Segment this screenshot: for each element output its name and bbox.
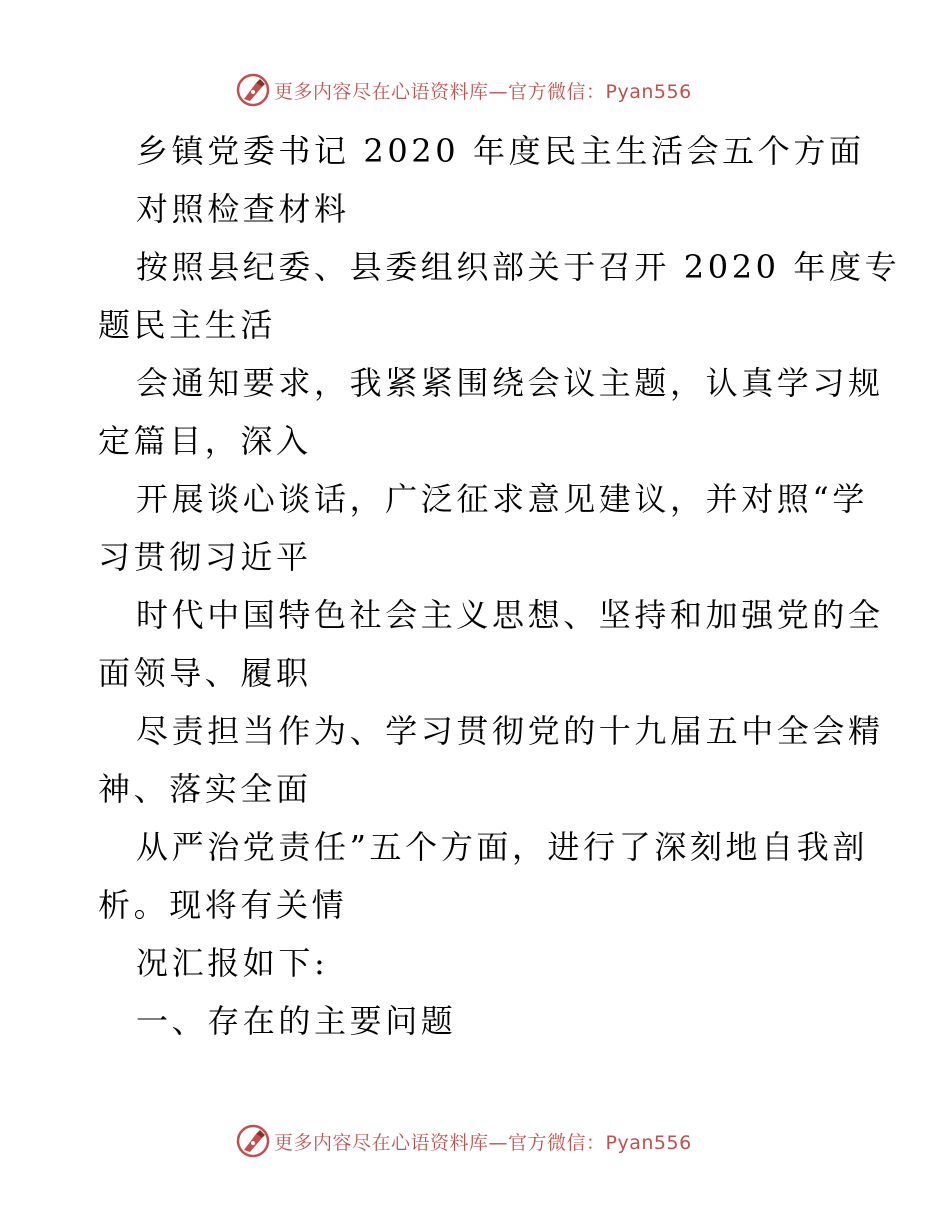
paragraph-line: 开展谈心谈话，广泛征求意见建议，并对照“学: [136, 480, 868, 518]
doc-title-line-2: 对照检查材料: [136, 190, 350, 228]
paragraph-line: 况汇报如下:: [136, 944, 329, 982]
pen-nib-logo-icon: [236, 73, 270, 107]
paragraph-line: 习贯彻习近平: [98, 538, 312, 576]
paragraph-line: 时代中国特色社会主义思想、坚持和加强党的全: [136, 596, 884, 634]
footer-watermark: [236, 1124, 692, 1158]
doc-title-line-1: 乡镇党委书记 2020 年度民主生活会五个方面: [136, 132, 865, 170]
header-watermark: [236, 73, 692, 107]
paragraph-line: 会通知要求，我紧紧围绕会议主题，认真学习规: [136, 364, 884, 402]
watermark-text: 更多内容尽在心语资料库—官方微信：Pyan556: [274, 1131, 692, 1154]
document-body: [98, 122, 901, 1050]
watermark-text: 更多内容尽在心语资料库—官方微信：Pyan556: [274, 80, 692, 103]
paragraph-line: 定篇目，深入: [98, 422, 312, 460]
paragraph-line: 尽责担当作为、学习贯彻党的十九届五中全会精: [136, 712, 884, 750]
paragraph-line: 题民主生活: [98, 306, 277, 344]
paragraph-line: 从严治党责任”五个方面，进行了深刻地自我剖: [136, 828, 868, 866]
paragraph-line: 神、落实全面: [98, 770, 312, 808]
pen-nib-logo-icon: [236, 1124, 270, 1158]
section-heading: 一、存在的主要问题: [136, 1002, 457, 1040]
paragraph-line: 析。现将有关情: [98, 886, 348, 924]
paragraph-line: 面领导、履职: [98, 654, 312, 692]
paragraph-line: 按照县纪委、县委组织部关于召开 2020 年度专: [136, 248, 901, 286]
